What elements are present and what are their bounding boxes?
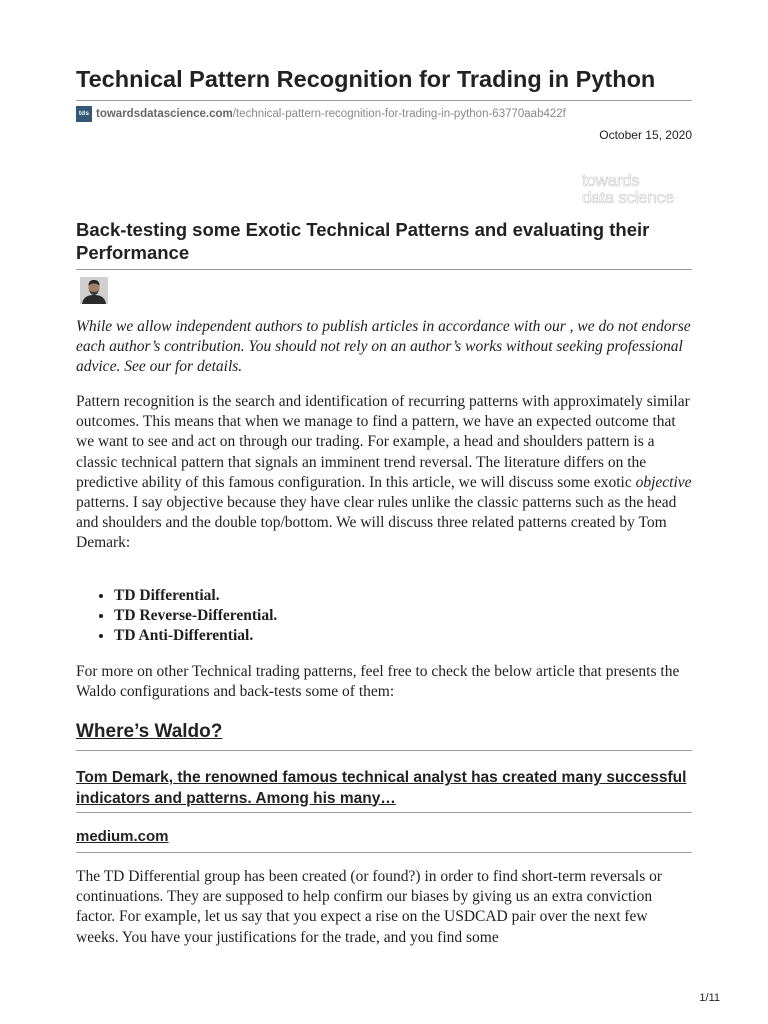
list-item: • TD Anti-Differential.: [114, 626, 277, 646]
link-card-divider-1: [76, 750, 692, 751]
publish-date: October 15, 2020: [599, 128, 692, 142]
source-url[interactable]: [76, 106, 692, 122]
td-differential-paragraph: The TD Differential group has been created (or found?) in order to find short-term reversals or continuations. They are supposed to help confirm our biases by giving us an extra conviction factor. For example, let us say that you expect a rise on the USDCAD pair over the next few weeks. You have your justifications for the trade, and you find some: [76, 868, 663, 946]
subtitle-divider: [76, 269, 692, 270]
source-path[interactable]: /technical-pattern-recognition-for-trading-in-python-63770aab422f: [232, 108, 566, 120]
author-photo-icon: [80, 277, 108, 304]
page-number: 1/11: [699, 992, 720, 1004]
source-domain[interactable]: towardsdatascience.com: [96, 108, 233, 120]
article-subtitle: Back-testing some Exotic Technical Patterns and evaluating their Performance: [76, 219, 650, 263]
intro-paragraph: [76, 392, 692, 554]
title-divider: [76, 100, 692, 101]
link-card-site[interactable]: medium.com: [76, 828, 169, 845]
related-article-paragraph: For more on other Technical trading patterns, feel free to check the below article that presents the Waldo configurations and back-tests some of them:: [76, 663, 680, 701]
intro-text-start: Pattern recognition is the search and identification of recurring patterns with approximately similar outcomes. This means that when we manage to find a pattern, we have an expected outcome that we want to see and act on through our trading. For example, a head and shoulders pattern is a classic technical pattern that signals an imminent trend reversal. The literature differs on the predictive ability of this famous configuration. In this article, we will discuss some exotic: [76, 393, 690, 491]
list-item: • TD Differential.: [114, 586, 277, 606]
intro-text-end: patterns. I say objective because they have clear rules unlike the classic patterns such as the head and shoulders and the double top/bottom. We will discuss three related patterns created by Tom Demark:: [76, 494, 677, 552]
pattern-list: [76, 586, 277, 647]
logo-line-1: towards: [582, 171, 640, 190]
intro-emphasis: objective: [635, 473, 692, 491]
link-card-divider-3: [76, 852, 692, 853]
disclaimer-text: While we allow independent authors to publish articles in accordance with our , we do not endorse each author’s contribution. You should not rely on an author’s works without seeking professional advice. See our for details.: [76, 318, 691, 376]
tds-favicon-icon: tds: [76, 106, 92, 122]
article-title: Technical Pattern Recognition for Trading in Python: [76, 66, 656, 92]
link-card-description[interactable]: Tom Demark, the renowned famous technical analyst has created many successful indicators and patterns. Among his many…: [76, 769, 687, 807]
link-card-title[interactable]: Where’s Waldo?: [76, 721, 223, 742]
link-card-divider-2: [76, 812, 692, 813]
list-item: • TD Reverse-Differential.: [114, 606, 277, 626]
towards-data-science-logo: [582, 172, 692, 206]
author-avatar[interactable]: [80, 277, 108, 304]
logo-line-2: data science: [582, 188, 674, 207]
